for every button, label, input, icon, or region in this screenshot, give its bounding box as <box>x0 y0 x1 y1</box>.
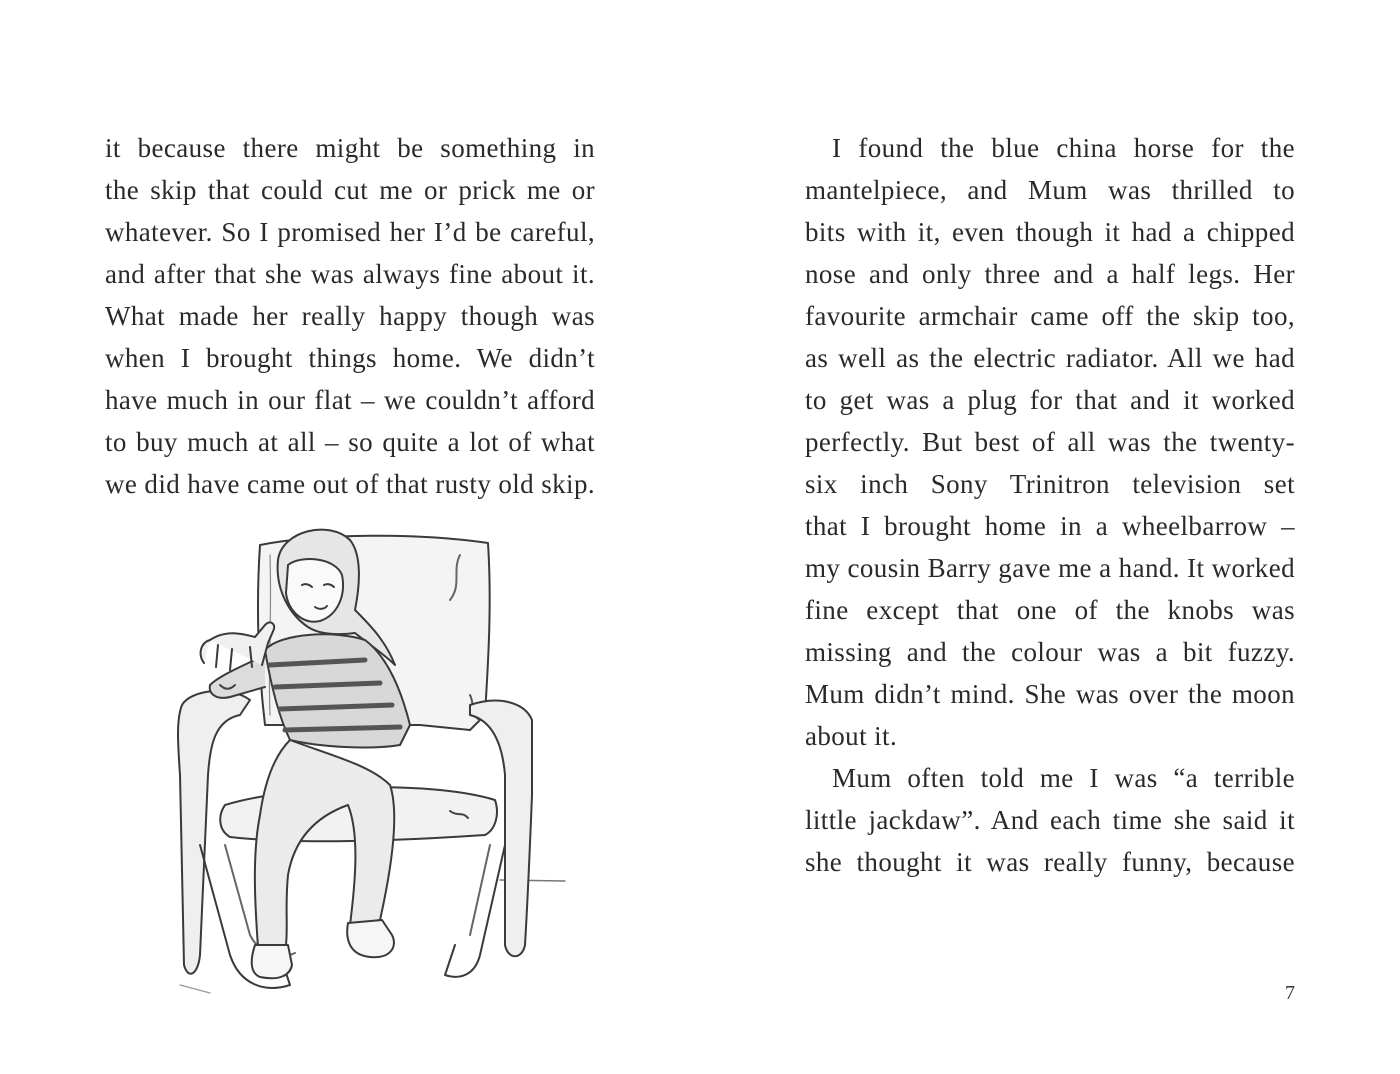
text-line: favourite armchair came off the skip too, <box>805 301 1295 331</box>
text-line: that I brought home in a wheelbarrow – <box>805 511 1295 541</box>
right-page <box>700 0 1400 1074</box>
text-line: as well as the electric radiator. All we had <box>805 343 1295 373</box>
text-line: bits with it, even though it had a chipped <box>805 217 1295 247</box>
text-line: Mum often told me I was “a terrible <box>832 763 1295 793</box>
girl-legs <box>255 740 394 947</box>
text-line: nose and only three and a half legs. Her <box>805 259 1295 289</box>
illustration <box>170 515 570 1005</box>
left-page-text <box>105 127 595 505</box>
text-line: fine except that one of the knobs was <box>805 595 1295 625</box>
text-line: little jackdaw”. And each time she said it <box>805 805 1295 835</box>
page-number: 7 <box>1285 982 1295 1004</box>
text-line: perfectly. But best of all was the twenty- <box>805 427 1295 457</box>
text-line: about it. <box>805 721 898 751</box>
text-line: What made her really happy though was <box>105 301 595 331</box>
text-line: it because there might be something in <box>105 133 595 163</box>
girl-shoe-right <box>347 920 394 957</box>
text-line: when I brought things home. We didn’t <box>105 343 595 373</box>
text-line: six inch Sony Trinitron television set <box>805 469 1295 499</box>
right-page-text <box>805 127 1295 883</box>
text-line: missing and the colour was a bit fuzzy. <box>805 637 1295 667</box>
china-horse <box>201 622 275 670</box>
text-line: and after that she was always fine about it. <box>105 259 595 289</box>
text-line: she thought it was really funny, because <box>805 847 1295 877</box>
girl-shoe-left <box>252 945 292 978</box>
text-line: the skip that could cut me or prick me or <box>105 175 595 205</box>
text-line: to buy much at all – so quite a lot of what <box>105 427 595 457</box>
girl-face <box>286 559 343 622</box>
text-line: my cousin Barry gave me a hand. It worked <box>805 553 1295 583</box>
text-line: to get was a plug for that and it worked <box>805 385 1295 415</box>
text-line: Mum didn’t mind. She was over the moon <box>805 679 1295 709</box>
text-line: mantelpiece, and Mum was thrilled to <box>805 175 1295 205</box>
text-line: I found the blue china horse for the <box>832 133 1295 163</box>
text-line: whatever. So I promised her I’d be careful, <box>105 217 595 247</box>
text-line: have much in our flat – we couldn’t afford <box>105 385 595 415</box>
text-line: we did have came out of that rusty old skip. <box>105 469 595 499</box>
